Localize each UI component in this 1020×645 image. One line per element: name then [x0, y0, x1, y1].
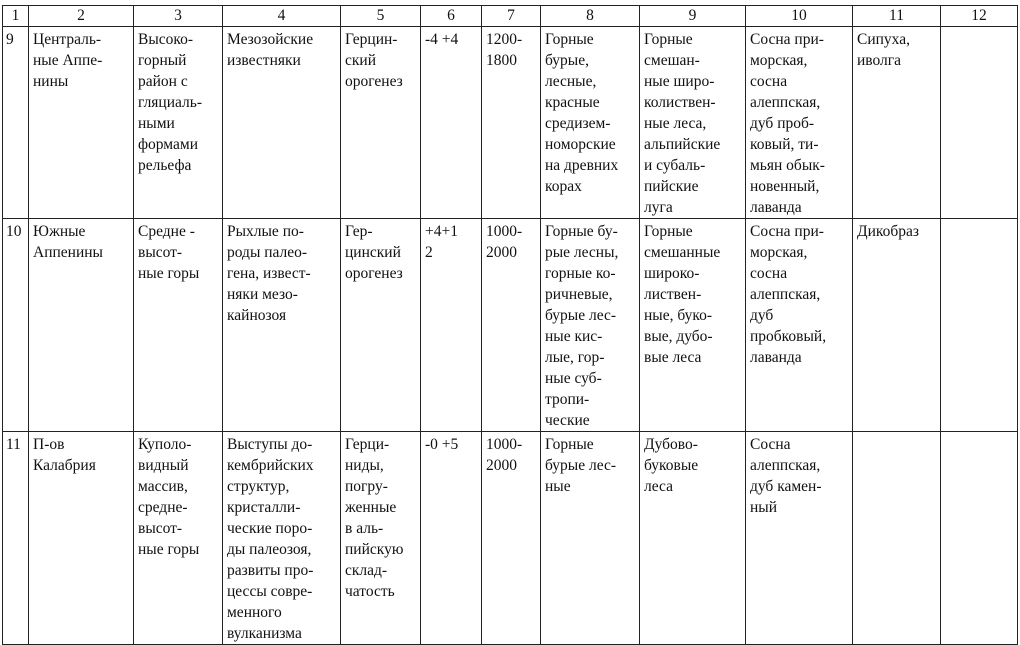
temperature-cell: -0 +5 — [421, 432, 482, 645]
header-cell: 6 — [421, 6, 482, 27]
header-cell: 1 — [3, 6, 29, 27]
empty-cell — [941, 219, 1018, 432]
soils-cell: Горные бурые лес- ные — [541, 432, 640, 645]
header-cell: 7 — [482, 6, 541, 27]
precipitation-cell: 1200- 1800 — [482, 27, 541, 219]
header-cell: 5 — [341, 6, 421, 27]
header-row — [3, 6, 1018, 27]
region-cell: Централь- ные Аппе- нины — [29, 27, 134, 219]
table-row — [3, 27, 1018, 219]
fauna-cell: Сипуха, иволга — [853, 27, 941, 219]
table-row — [3, 432, 1018, 645]
orogeny-cell: Гер- цинский орогенез — [341, 219, 421, 432]
precipitation-cell: 1000- 2000 — [482, 432, 541, 645]
row-number-cell: 9 — [3, 27, 29, 219]
geology-cell: Выступы до- кембрийских структур, кристалли- ческие поро- ды палеозоя, развиты про- цессы совре- менного вулканизма — [223, 432, 341, 645]
relief-cell: Куполо- видный массив, средне- высот- ные горы — [134, 432, 223, 645]
vegetation-cell: Горные смешан- ные широ- колиствен- ные леса, альпийские и субаль- пийские луга — [640, 27, 746, 219]
fauna-cell — [853, 432, 941, 645]
relief-cell: Средне - высот- ные горы — [134, 219, 223, 432]
header-cell: 4 — [223, 6, 341, 27]
header-cell: 2 — [29, 6, 134, 27]
header-cell: 9 — [640, 6, 746, 27]
header-cell: 8 — [541, 6, 640, 27]
vegetation-cell: Дубово- буковые леса — [640, 432, 746, 645]
data-table — [2, 5, 1018, 645]
soils-cell: Горные бурые, лесные, красные средизем- номорские на древних корах — [541, 27, 640, 219]
fauna-cell: Дикобраз — [853, 219, 941, 432]
plants-cell: Сосна при- морская, сосна алеппская, дуб пробковый, лаванда — [746, 219, 853, 432]
empty-cell — [941, 27, 1018, 219]
plants-cell: Сосна алеппская, дуб камен- ный — [746, 432, 853, 645]
geology-cell: Мезозойские известняки — [223, 27, 341, 219]
table-row — [3, 219, 1018, 432]
temperature-cell: -4 +4 — [421, 27, 482, 219]
empty-cell — [941, 432, 1018, 645]
vegetation-cell: Горные смешанные широко- листвен- ные, буко- вые, дубо- вые леса — [640, 219, 746, 432]
header-cell: 3 — [134, 6, 223, 27]
header-cell: 11 — [853, 6, 941, 27]
precipitation-cell: 1000- 2000 — [482, 219, 541, 432]
row-number-cell: 10 — [3, 219, 29, 432]
temperature-cell: +4+1 2 — [421, 219, 482, 432]
header-cell: 12 — [941, 6, 1018, 27]
orogeny-cell: Герцин- ский орогенез — [341, 27, 421, 219]
region-cell: Южные Аппенины — [29, 219, 134, 432]
header-cell: 10 — [746, 6, 853, 27]
relief-cell: Высоко- горный район с гляциаль- ными формами рельефа — [134, 27, 223, 219]
orogeny-cell: Герци- ниды, погру- женные в аль- пийскую склад- чатость — [341, 432, 421, 645]
row-number-cell: 11 — [3, 432, 29, 645]
soils-cell: Горные бу- рые лесны, горные ко- ричневые, бурые лес- ные кис- лые, гор- ные суб- тропи- ческие — [541, 219, 640, 432]
geology-cell: Рыхлые по- роды палео- гена, извест- няки мезо- кайнозоя — [223, 219, 341, 432]
plants-cell: Сосна при- морская, сосна алеппская, дуб проб- ковый, ти- мьян обык- новенный, лаванда — [746, 27, 853, 219]
region-cell: П-ов Калабрия — [29, 432, 134, 645]
